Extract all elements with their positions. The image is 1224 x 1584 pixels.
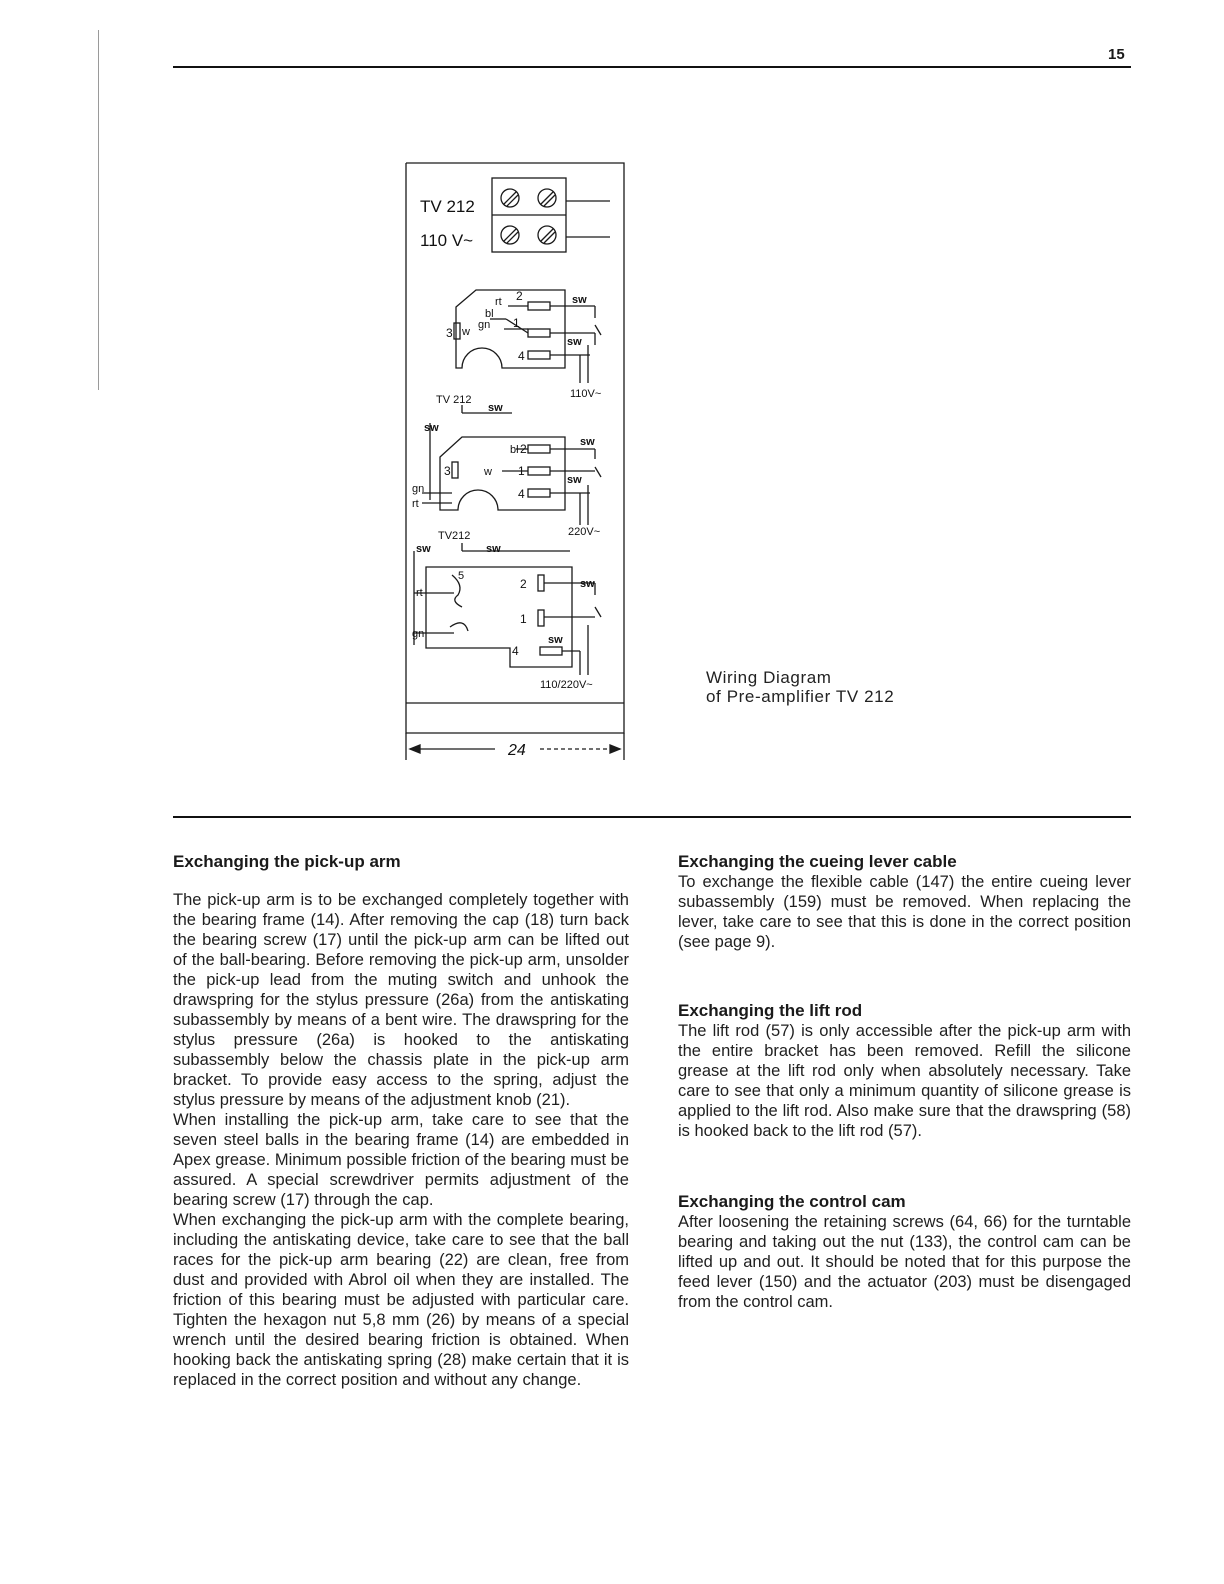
- pin-1-label-2: 1: [518, 464, 525, 478]
- wire-label-bl-2: bl: [510, 444, 519, 456]
- pin-3-label-2: 3: [444, 464, 451, 478]
- lift-rod-paragraph: The lift rod (57) is only accessible after the pick-up arm with the entire bracket has been removed. Refill the silicone grease at the lift rod only when absolutely necessary. Take care to see that only a minimum quantity of silicone grease is applied to the lift rod. Also make sure that the drawspring (58) is hooked back to the lift rod (57).: [678, 1022, 1131, 1140]
- wire-label-sw-3c: sw: [580, 578, 595, 590]
- pin-1-label-1: 1: [513, 316, 520, 330]
- heading-cueing-lever: Exchanging the cueing lever cable: [678, 852, 957, 871]
- sub3-voltage: 110/220V~: [540, 679, 593, 691]
- pin-2-label-2: 2: [520, 442, 527, 456]
- pin-1-label-3: 1: [520, 612, 527, 626]
- page-margin-line: [98, 30, 99, 390]
- wire-label-sw-3b: sw: [486, 543, 501, 555]
- top-label-voltage: 110 V~: [420, 231, 474, 250]
- pin-4-label-2: 4: [518, 487, 525, 501]
- heading-lift-rod: Exchanging the lift rod: [678, 1001, 863, 1020]
- pickup-arm-paragraph-2: When installing the pick-up arm, take care to see that the seven steel balls in the bearing frame (14) are embedded in Apex grease. Minimum possible friction of the bearing must be assured. A special screwdriver permits adjustment of the bearing screw (17) through the cap.: [173, 1111, 629, 1209]
- wire-label-sw-1b: sw: [567, 336, 582, 348]
- control-cam-paragraph: After loosening the retaining screws (64, 66) for the turntable bearing and taking out the nut (133), the control cam can be lifted up and out. It should be noted that for this purpose the feed lever (150) and the actuator (203) must be disengaged from the control cam.: [678, 1213, 1131, 1311]
- section-rule: [173, 816, 1131, 818]
- wire-label-gn-2: gn: [412, 483, 425, 495]
- wire-label-rt-3: rt: [416, 587, 423, 599]
- caption-line-1: Wiring Diagram: [706, 668, 832, 687]
- pin-2-label-3: 2: [520, 577, 527, 591]
- pin-4-label-1: 4: [518, 349, 525, 363]
- wire-label-w-1: w: [462, 326, 470, 338]
- wire-label-w-2: w: [484, 466, 492, 478]
- pin-3-label-1: 3: [446, 326, 453, 340]
- wire-label-gn-3: gn: [412, 628, 425, 640]
- wire-label-sw-3a: sw: [416, 543, 431, 555]
- wire-label-gn-1: gn: [478, 319, 491, 331]
- heading-control-cam: Exchanging the control cam: [678, 1192, 906, 1211]
- right-column: [678, 852, 1131, 1312]
- cueing-lever-paragraph: To exchange the flexible cable (147) the entire cueing lever subassembly (159) must be removed. When replacing the lever, take care to see that this is done in the correct position (see page 9).: [678, 873, 1131, 951]
- wire-label-sw-2d: sw: [567, 474, 582, 486]
- top-rule: [173, 66, 1131, 68]
- wire-label-rt-1: rt: [495, 296, 502, 308]
- sub2-voltage: 220V~: [568, 526, 601, 538]
- page-number: 15: [1108, 46, 1125, 63]
- dimension-label: 24: [508, 742, 526, 759]
- caption-line-2: of Pre-amplifier TV 212: [706, 687, 895, 706]
- pin-5-label-3: 5: [458, 570, 465, 582]
- sub1-voltage: 110V~: [570, 388, 602, 400]
- wire-label-sw-2a: sw: [488, 402, 503, 414]
- wire-label-sw-2b: sw: [424, 422, 439, 434]
- sub-diagram-2-outline: [440, 437, 565, 510]
- wire-label-rt-2: rt: [412, 498, 419, 510]
- pin-4-label-3: 4: [512, 644, 519, 658]
- top-label-model: TV 212: [420, 197, 475, 216]
- wire-label-sw-1a: sw: [572, 294, 587, 306]
- wire-label-sw-3d: sw: [548, 634, 563, 646]
- left-column: [173, 852, 629, 1390]
- wiring-diagram: [400, 155, 630, 765]
- pin-2-label-1: 2: [516, 289, 523, 303]
- sub2-model-label: TV 212: [436, 394, 472, 406]
- wire-label-sw-2c: sw: [580, 436, 595, 448]
- wire-label-bl-1: bl: [485, 308, 494, 320]
- pickup-arm-paragraph-1: The pick-up arm is to be exchanged completely together with the bearing frame (14). After removing the cap (18) turn back the bearing screw (17) until the pick-up arm can be lifted out of the ball-bearing. Before removing the pick-up arm, unsolder the pick-up lead from the muting switch and unhook the drawspring for the stylus pressure (26a) from the antiskating subassembly by means of a bent wire. The drawspring for the stylus pressure (26a) is hooked to the antiskating subassembly below the chassis plate in the pick-up arm bracket. To provide easy access to the spring, adjust the stylus pressure by means of the adjustment knob (21).: [173, 891, 629, 1109]
- heading-pickup-arm: Exchanging the pick-up arm: [173, 852, 401, 871]
- sub3-model-label: TV212: [438, 530, 471, 542]
- diagram-caption: [706, 668, 894, 706]
- pickup-arm-paragraph-3: When exchanging the pick-up arm with the complete bearing, including the antiskating device, take care to see that the ball races for the pick-up arm bearing (22) are clean, free from dust and provided with Abrol oil when they are installed. The friction of this bearing must be adjusted with particular care. Tighten the hexagon nut 5,8 mm (26) by means of a special wrench until the desired bearing friction is obtained. When hooking back the antiskating spring (28) make certain that it is replaced in the correct position and without any change.: [173, 1211, 629, 1389]
